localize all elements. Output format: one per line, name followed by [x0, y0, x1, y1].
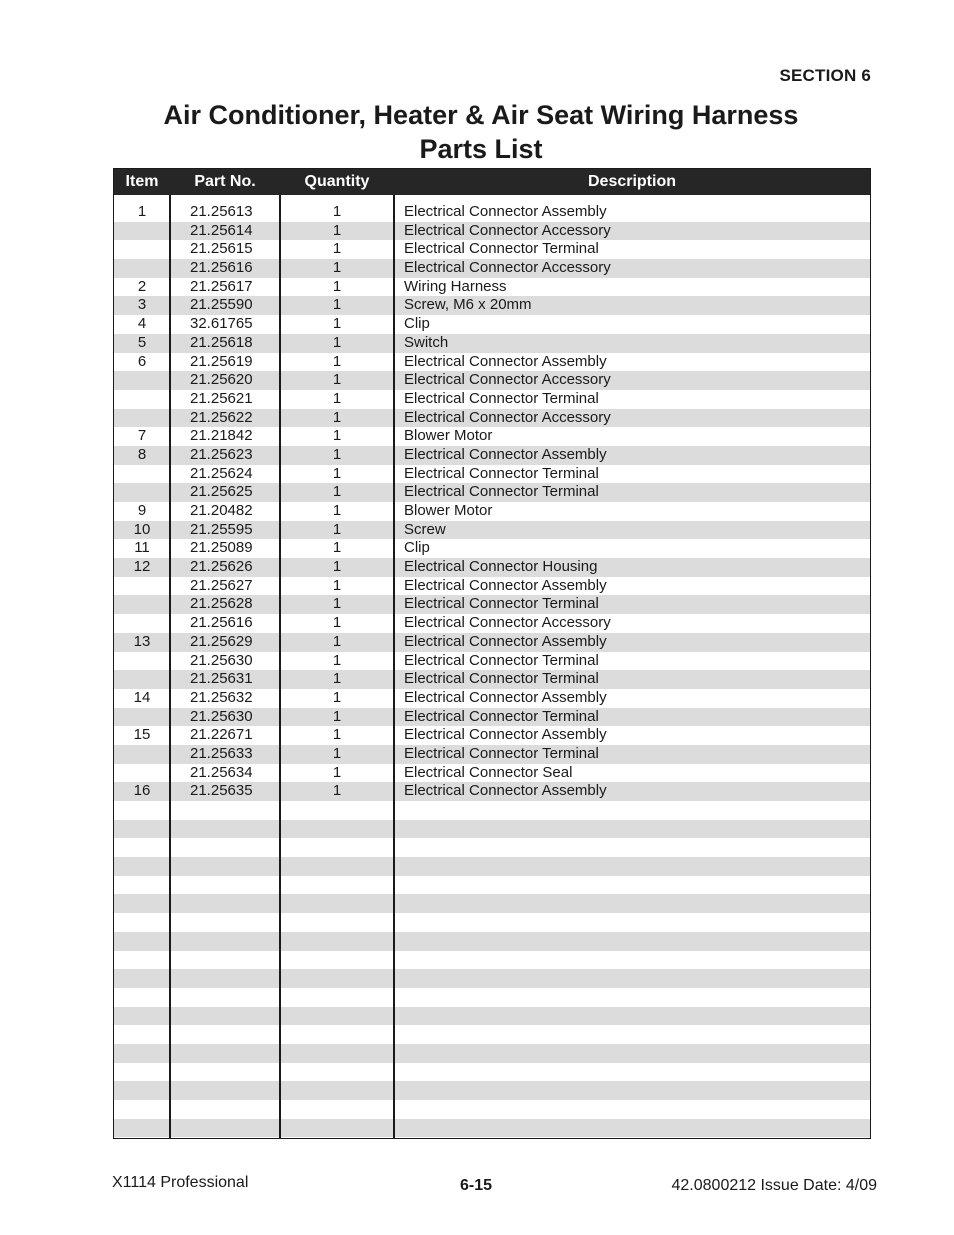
cell-part-no: 21.25623: [190, 445, 253, 463]
header-quantity: Quantity: [304, 173, 370, 190]
table-row: [114, 988, 870, 1007]
cell-quantity: 1: [332, 502, 342, 519]
table-row: [114, 539, 870, 558]
cell-part-no: 21.25631: [190, 670, 253, 688]
table-row: [114, 708, 870, 727]
cell-description: Electrical Connector Terminal: [404, 744, 599, 762]
cell-part-no: 21.25626: [190, 558, 253, 576]
table-row: [114, 951, 870, 970]
cell-part-no: 21.25625: [190, 483, 253, 501]
table-row: [114, 820, 870, 839]
cell-item: 7: [137, 427, 147, 445]
cell-part-no: 21.25617: [190, 277, 253, 295]
cell-quantity: 1: [332, 315, 342, 333]
cell-quantity: 1: [332, 259, 342, 277]
cell-item: 9: [137, 502, 147, 519]
cell-part-no: 21.25630: [190, 707, 253, 725]
cell-quantity: 1: [332, 277, 342, 295]
table-row: [114, 857, 870, 876]
table-row: [114, 838, 870, 857]
cell-item: 2: [137, 277, 147, 295]
cell-description: Electrical Connector Accessory: [404, 371, 611, 389]
cell-description: Electrical Connector Assembly: [404, 576, 607, 594]
cell-part-no: 32.61765: [190, 315, 253, 333]
table-row: [114, 1100, 870, 1119]
cell-quantity: 1: [332, 576, 342, 594]
table-row: [114, 1007, 870, 1026]
cell-description: Electrical Connector Assembly: [404, 726, 607, 744]
table-row: [114, 932, 870, 951]
cell-description: Clip: [404, 539, 430, 557]
cell-quantity: 1: [332, 632, 342, 650]
table-row: [114, 670, 870, 689]
cell-description: Electrical Connector Seal: [404, 763, 573, 781]
cell-quantity: 1: [332, 408, 342, 426]
cell-quantity: 1: [332, 483, 342, 501]
cell-quantity: 1: [332, 670, 342, 688]
cell-item: 6: [137, 352, 147, 370]
table-row: [114, 595, 870, 614]
cell-part-no: 21.25618: [190, 333, 253, 351]
cell-description: Electrical Connector Accessory: [404, 221, 611, 239]
table-row: [114, 371, 870, 390]
cell-quantity: 1: [332, 389, 342, 407]
cell-quantity: 1: [332, 427, 342, 445]
table-row: [114, 521, 870, 540]
table-row: [114, 353, 870, 372]
table-row: [114, 390, 870, 409]
cell-item: 8: [137, 445, 147, 463]
table-row: [114, 782, 870, 801]
cell-item: 4: [137, 315, 147, 333]
cell-item: 10: [133, 520, 151, 538]
table-row: [114, 1044, 870, 1063]
cell-quantity: 1: [332, 539, 342, 557]
cell-item: 3: [137, 296, 147, 314]
cell-item: 5: [137, 333, 147, 351]
cell-description: Electrical Connector Accessory: [404, 614, 611, 632]
cell-quantity: 1: [332, 763, 342, 781]
table-row: [114, 745, 870, 764]
table-row: [114, 1025, 870, 1044]
cell-part-no: 21.25616: [190, 259, 253, 277]
cell-item: 16: [133, 782, 151, 800]
cell-description: Clip: [404, 315, 430, 333]
table-row: [114, 446, 870, 465]
cell-part-no: 21.25622: [190, 408, 253, 426]
cell-quantity: 1: [332, 744, 342, 762]
cell-part-no: 21.25614: [190, 221, 253, 239]
cell-description: Electrical Connector Housing: [404, 558, 598, 576]
table-row: [114, 876, 870, 895]
column-divider: [169, 195, 171, 1138]
cell-description: Screw: [404, 520, 446, 538]
cell-part-no: 21.25627: [190, 576, 253, 594]
cell-part-no: 21.25621: [190, 389, 253, 407]
cell-description: Blower Motor: [404, 427, 493, 445]
cell-description: Electrical Connector Assembly: [404, 688, 607, 706]
cell-item: 15: [133, 726, 151, 744]
cell-description: Electrical Connector Terminal: [404, 483, 599, 501]
table-row: [114, 633, 870, 652]
table-row: [114, 203, 870, 222]
column-divider: [393, 195, 395, 1138]
cell-part-no: 21.22671: [190, 726, 253, 744]
cell-description: Electrical Connector Terminal: [404, 670, 599, 688]
cell-part-no: 21.21842: [190, 427, 253, 445]
cell-description: Electrical Connector Terminal: [404, 651, 599, 669]
page-title: [0, 98, 954, 166]
table-row: [114, 296, 870, 315]
table-row: [114, 315, 870, 334]
header-description: Description: [587, 173, 676, 190]
page-title-line2: Parts List: [419, 134, 543, 164]
table-row: [114, 726, 870, 745]
cell-quantity: 1: [332, 445, 342, 463]
cell-quantity: 1: [332, 558, 342, 576]
cell-description: Electrical Connector Accessory: [404, 408, 611, 426]
table-row: [114, 764, 870, 783]
cell-item: 14: [133, 688, 151, 706]
table-row: [114, 334, 870, 353]
table-row: [114, 222, 870, 241]
cell-item: 12: [133, 558, 151, 576]
table-row: [114, 278, 870, 297]
cell-quantity: 1: [332, 707, 342, 725]
cell-quantity: 1: [332, 240, 342, 258]
table-row: [114, 652, 870, 671]
table-row: [114, 614, 870, 633]
cell-description: Blower Motor: [404, 502, 493, 519]
cell-quantity: 1: [332, 352, 342, 370]
cell-part-no: 21.25629: [190, 632, 253, 650]
table-body: [114, 203, 870, 1139]
cell-description: Wiring Harness: [404, 277, 507, 295]
table-header: [114, 169, 870, 195]
table-row: [114, 1081, 870, 1100]
page-title-line1: Air Conditioner, Heater & Air Seat Wiring Harness: [163, 100, 799, 130]
table-row: [114, 409, 870, 428]
cell-description: Electrical Connector Assembly: [404, 632, 607, 650]
cell-part-no: 21.25632: [190, 688, 253, 706]
footer-page-number: 6-15: [460, 1177, 493, 1194]
cell-quantity: 1: [332, 221, 342, 239]
table-row: [114, 558, 870, 577]
cell-quantity: 1: [332, 520, 342, 538]
cell-item: 1: [137, 203, 147, 220]
parts-table: [113, 168, 871, 1139]
table-row: [114, 465, 870, 484]
cell-description: Electrical Connector Terminal: [404, 240, 599, 258]
cell-part-no: 21.25630: [190, 651, 253, 669]
cell-part-no: 21.25624: [190, 464, 253, 482]
cell-part-no: 21.25595: [190, 520, 253, 538]
cell-part-no: 21.25089: [190, 539, 253, 557]
cell-item: 11: [134, 539, 150, 557]
cell-description: Electrical Connector Terminal: [404, 707, 599, 725]
header-item: Item: [125, 173, 159, 190]
table-row: [114, 801, 870, 820]
cell-quantity: 1: [332, 614, 342, 632]
table-row: [114, 1063, 870, 1082]
table-row: [114, 427, 870, 446]
cell-part-no: 21.25615: [190, 240, 253, 258]
footer-doc-number: 42.0800212 Issue Date: 4/09: [671, 1177, 877, 1194]
cell-part-no: 21.25590: [190, 296, 253, 314]
table-row: [114, 577, 870, 596]
column-divider: [279, 195, 281, 1138]
cell-description: Electrical Connector Terminal: [404, 389, 599, 407]
cell-quantity: 1: [332, 203, 342, 220]
cell-quantity: 1: [332, 595, 342, 613]
cell-quantity: 1: [332, 688, 342, 706]
cell-part-no: 21.25634: [190, 763, 253, 781]
cell-quantity: 1: [332, 296, 342, 314]
table-row: [114, 483, 870, 502]
table-row: [114, 913, 870, 932]
table-row: [114, 259, 870, 278]
header-part-no: Part No.: [194, 173, 256, 190]
cell-part-no: 21.25635: [190, 782, 253, 800]
cell-part-no: 21.20482: [190, 502, 253, 519]
cell-part-no: 21.25620: [190, 371, 253, 389]
cell-quantity: 1: [332, 371, 342, 389]
cell-description: Electrical Connector Assembly: [404, 445, 607, 463]
cell-description: Electrical Connector Assembly: [404, 203, 607, 220]
cell-quantity: 1: [332, 464, 342, 482]
table-row: [114, 240, 870, 259]
cell-description: Screw, M6 x 20mm: [404, 296, 532, 314]
table-row: [114, 969, 870, 988]
cell-part-no: 21.25613: [190, 203, 253, 220]
cell-description: Electrical Connector Terminal: [404, 464, 599, 482]
table-row: [114, 1137, 870, 1139]
cell-part-no: 21.25616: [190, 614, 253, 632]
cell-item: 13: [133, 632, 151, 650]
cell-part-no: 21.25619: [190, 352, 253, 370]
table-row: [114, 689, 870, 708]
section-label: SECTION 6: [779, 66, 871, 85]
cell-quantity: 1: [332, 333, 342, 351]
cell-quantity: 1: [332, 782, 342, 800]
table-row: [114, 502, 870, 521]
cell-part-no: 21.25628: [190, 595, 253, 613]
cell-description: Switch: [404, 333, 449, 351]
cell-description: Electrical Connector Assembly: [404, 782, 607, 800]
cell-description: Electrical Connector Terminal: [404, 595, 599, 613]
cell-quantity: 1: [332, 726, 342, 744]
table-row: [114, 1119, 870, 1138]
cell-quantity: 1: [332, 651, 342, 669]
cell-description: Electrical Connector Assembly: [404, 352, 607, 370]
cell-part-no: 21.25633: [190, 744, 253, 762]
cell-description: Electrical Connector Accessory: [404, 259, 611, 277]
table-row: [114, 894, 870, 913]
footer-model: X1114 Professional: [112, 1174, 249, 1191]
